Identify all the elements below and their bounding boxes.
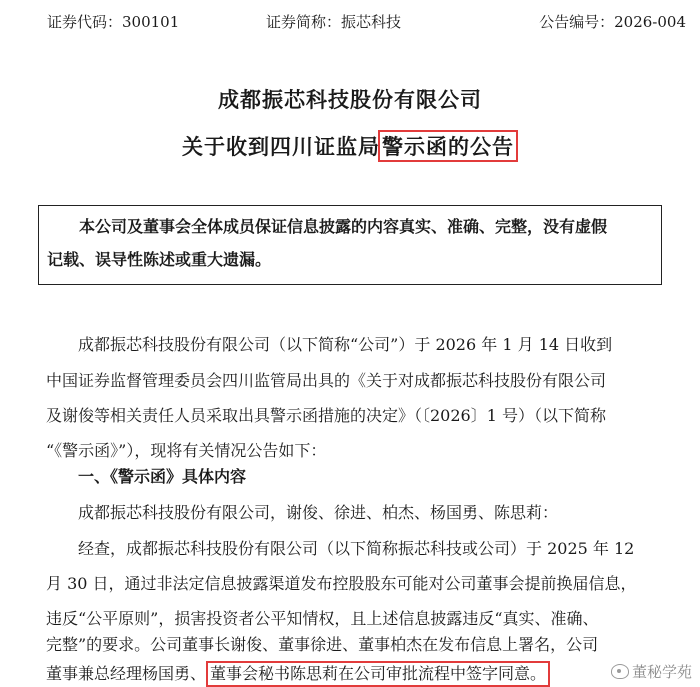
stock-code: 证券代码：300101 xyxy=(47,13,180,31)
guarantee-line-2: 记载、误导性陈述或重大遗漏。 xyxy=(47,250,272,269)
paragraph-1-line-1: 成都振芯科技股份有限公司（以下简称“公司”）于 2026 年 1 月 14 日收到 xyxy=(78,335,613,354)
highlighted-title-text: 警示函的公告 xyxy=(378,130,518,162)
watermark-text: 董秘学苑 xyxy=(631,663,692,681)
paragraph-2-line-1: 经查，成都振芯科技股份有限公司（以下简称振芯科技或公司）于 2025 年 12 xyxy=(78,539,635,558)
company-title: 成都振芯科技股份有限公司 xyxy=(218,88,482,112)
addressees: 成都振芯科技股份有限公司，谢俊、徐进、柏杰、杨国勇、陈思莉： xyxy=(78,503,559,522)
disclosure-guarantee-box xyxy=(38,205,662,285)
guarantee-line-1: 本公司及董事会全体成员保证信息披露的内容真实、准确、完整，没有虚假 xyxy=(79,217,608,236)
paragraph-2-line-4: 完整”的要求。公司董事长谢俊、董事徐进、董事柏杰在发布信息上署名，公司 xyxy=(46,635,599,654)
announcement-title-prefix: 关于收到四川证监局 xyxy=(182,135,380,159)
paragraph-2-line-3: 违反“公平原则”，损害投资者公平知情权，且上述信息披露违反“真实、准确、 xyxy=(46,609,599,628)
paragraph-2-line-5-prefix: 董事兼总经理杨国勇、 xyxy=(46,664,207,683)
paragraph-2-line-2: 月 30 日，通过非法定信息披露渠道发布控股股东可能对公司董事会提前换届信息， xyxy=(46,574,637,593)
paragraph-1-line-3: 及谢俊等相关责任人员采取出具警示函措施的决定》（〔2026〕1 号）（以下简称 xyxy=(46,406,606,425)
watermark xyxy=(611,661,692,682)
weibo-logo-icon xyxy=(611,664,629,679)
document-header xyxy=(0,0,700,40)
stock-short-name: 证券简称：振芯科技 xyxy=(266,13,402,31)
announcement-title xyxy=(0,131,700,161)
section-heading-1: 一、《警示函》具体内容 xyxy=(78,467,247,486)
paragraph-1-line-4: “《警示函》”），现将有关情况公告如下： xyxy=(46,441,327,460)
announcement-number: 公告编号：2026-004 xyxy=(539,13,686,31)
highlighted-body-text: 董事会秘书陈思莉在公司审批流程中签字同意。 xyxy=(206,661,550,687)
paragraph-2-line-5 xyxy=(46,661,550,684)
paragraph-1-line-2: 中国证券监督管理委员会四川监管局出具的《关于对成都振芯科技股份有限公司 xyxy=(46,371,607,390)
